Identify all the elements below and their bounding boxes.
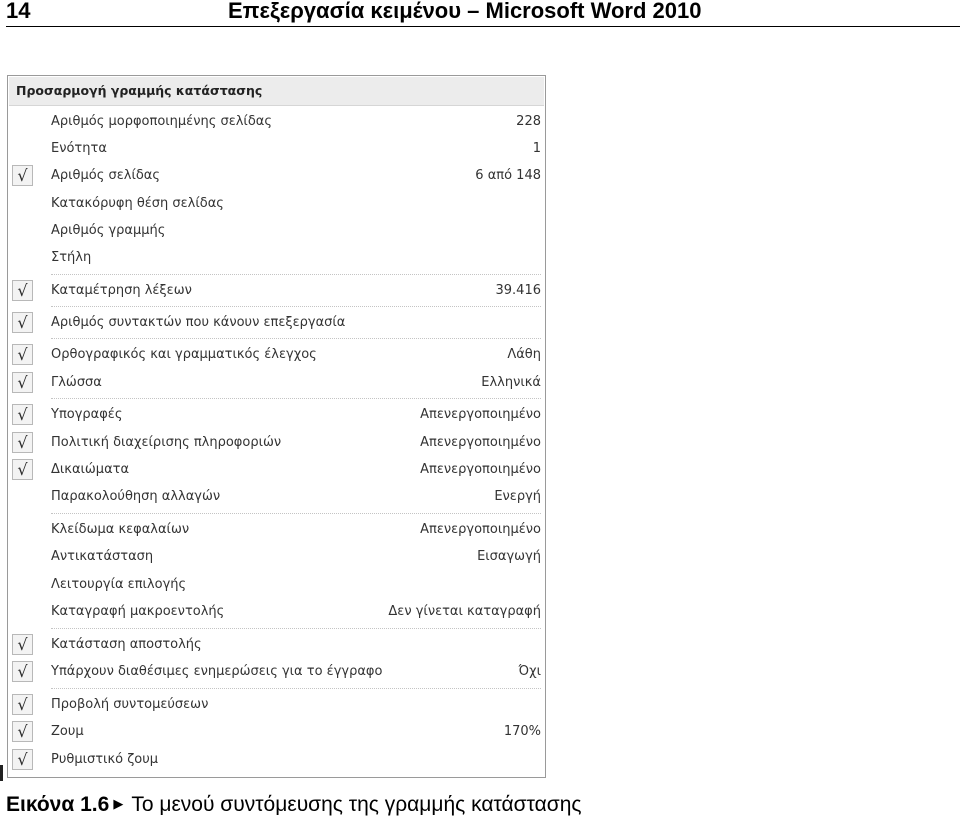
- menu-item-label: Ρυθμιστικό ζουμ: [51, 752, 159, 767]
- menu-item[interactable]: [8, 544, 545, 571]
- menu-item-value: Ενεργή: [494, 489, 541, 504]
- menu-item-label: Παρακολούθηση αλλαγών: [51, 489, 221, 504]
- checkmark-icon: √: [12, 344, 33, 365]
- menu-separator: [51, 628, 541, 629]
- menu-item-label: Ενότητα: [51, 141, 107, 156]
- page-number: 14: [6, 0, 31, 23]
- menu-item-value: Απενεργοποιημένο: [420, 522, 541, 537]
- menu-item-label: Υπογραφές: [51, 407, 123, 422]
- menu-item-label: Καταμέτρηση λέξεων: [51, 283, 192, 298]
- menu-item-label: Στήλη: [51, 250, 92, 265]
- page-header: [6, 0, 960, 27]
- menu-item[interactable]: [8, 278, 545, 305]
- checkmark-icon: √: [12, 634, 33, 655]
- menu-item-label: Λειτουργία επιλογής: [51, 577, 187, 592]
- menu-item-value: Ελληνικά: [481, 375, 541, 390]
- menu-item-label: Αντικατάσταση: [51, 549, 154, 564]
- menu-item[interactable]: [8, 632, 545, 659]
- menu-item-value: Απενεργοποιημένο: [420, 407, 541, 422]
- menu-item-value: 228: [516, 114, 541, 129]
- menu-item[interactable]: [8, 136, 545, 163]
- menu-item[interactable]: [8, 599, 545, 626]
- menu-item-label: Δικαιώματα: [51, 462, 130, 477]
- menu-item-label: Αριθμός μορφοποιημένης σελίδας: [51, 114, 272, 129]
- caption-label: Εικόνα 1.6: [6, 793, 110, 816]
- menu-item-value: Λάθη: [507, 347, 541, 362]
- page-title: Επεξεργασία κειμένου – Microsoft Word 2010: [228, 0, 702, 23]
- menu-item[interactable]: [8, 517, 545, 544]
- checkmark-icon: √: [12, 694, 33, 715]
- checkmark-icon: √: [12, 432, 33, 453]
- menu-item-value: Απενεργοποιημένο: [420, 462, 541, 477]
- menu-item-value: Όχι: [518, 664, 541, 679]
- menu-item[interactable]: [8, 342, 545, 369]
- menu-item-label: Κλείδωμα κεφαλαίων: [51, 522, 190, 537]
- menu-item[interactable]: [8, 163, 545, 190]
- menu-item[interactable]: [8, 109, 545, 136]
- menu-item-value: Δεν γίνεται καταγραφή: [388, 604, 541, 619]
- menu-item[interactable]: [8, 191, 545, 218]
- figure-caption: [6, 793, 582, 817]
- menu-header: [9, 77, 544, 106]
- menu-separator: [51, 513, 541, 514]
- menu-item[interactable]: [8, 719, 545, 746]
- caption-arrow-icon: ▶: [113, 796, 124, 811]
- checkmark-icon: √: [12, 404, 33, 425]
- menu-item[interactable]: [8, 402, 545, 429]
- menu-item[interactable]: [8, 457, 545, 484]
- menu-item-label: Καταγραφή μακροεντολής: [51, 604, 225, 619]
- menu-item[interactable]: [8, 370, 545, 397]
- menu-item-label: Αριθμός γραμμής: [51, 223, 166, 238]
- menu-item[interactable]: [8, 430, 545, 457]
- menu-separator: [51, 274, 541, 275]
- menu-item-label: Αριθμός συντακτών που κάνουν επεξεργασία: [51, 315, 346, 330]
- menu-item[interactable]: [8, 310, 545, 337]
- menu-item[interactable]: [8, 692, 545, 719]
- caption-text: Το μενού συντόμευσης της γραμμής κατάστασης: [131, 793, 582, 816]
- menu-item-label: Υπάρχουν διαθέσιμες ενημερώσεις για το έγγραφο: [51, 664, 383, 679]
- menu-separator: [51, 306, 541, 307]
- menu-item-value: 6 από 148: [475, 168, 541, 183]
- menu-item[interactable]: [8, 218, 545, 245]
- menu-item-value: Εισαγωγή: [477, 549, 541, 564]
- checkmark-icon: √: [12, 749, 33, 770]
- status-bar-context-menu: [7, 75, 546, 778]
- menu-item[interactable]: [8, 659, 545, 686]
- checkmark-icon: √: [12, 312, 33, 333]
- menu-item[interactable]: [8, 484, 545, 511]
- menu-item-label: Κατακόρυφη θέση σελίδας: [51, 196, 224, 211]
- checkmark-icon: √: [12, 459, 33, 480]
- checkmark-icon: √: [12, 280, 33, 301]
- menu-item[interactable]: [8, 245, 545, 272]
- menu-item-value: 1: [532, 141, 541, 156]
- menu-separator: [51, 338, 541, 339]
- menu-item-label: Ζουμ: [51, 724, 84, 739]
- menu-item-label: Αριθμός σελίδας: [51, 168, 160, 183]
- menu-item-label: Προβολή συντομεύσεων: [51, 697, 209, 712]
- checkmark-icon: √: [12, 372, 33, 393]
- menu-separator: [51, 398, 541, 399]
- menu-item[interactable]: [8, 747, 545, 774]
- menu-item-label: Ορθογραφικός και γραμματικός έλεγχος: [51, 347, 317, 362]
- menu-item-value: Απενεργοποιημένο: [420, 435, 541, 450]
- menu-item-label: Γλώσσα: [51, 375, 102, 390]
- menu-item-value: 39.416: [495, 283, 541, 298]
- menu-header-title: Προσαρμογή γραμμής κατάστασης: [16, 83, 263, 98]
- checkmark-icon: √: [12, 165, 33, 186]
- menu-item-label: Πολιτική διαχείρισης πληροφοριών: [51, 435, 282, 450]
- menu-item-label: Κατάσταση αποστολής: [51, 637, 202, 652]
- checkmark-icon: √: [12, 721, 33, 742]
- margin-mark: [0, 765, 3, 781]
- menu-separator: [51, 688, 541, 689]
- checkmark-icon: √: [12, 661, 33, 682]
- menu-item-value: 170%: [503, 724, 541, 739]
- menu-item[interactable]: [8, 572, 545, 599]
